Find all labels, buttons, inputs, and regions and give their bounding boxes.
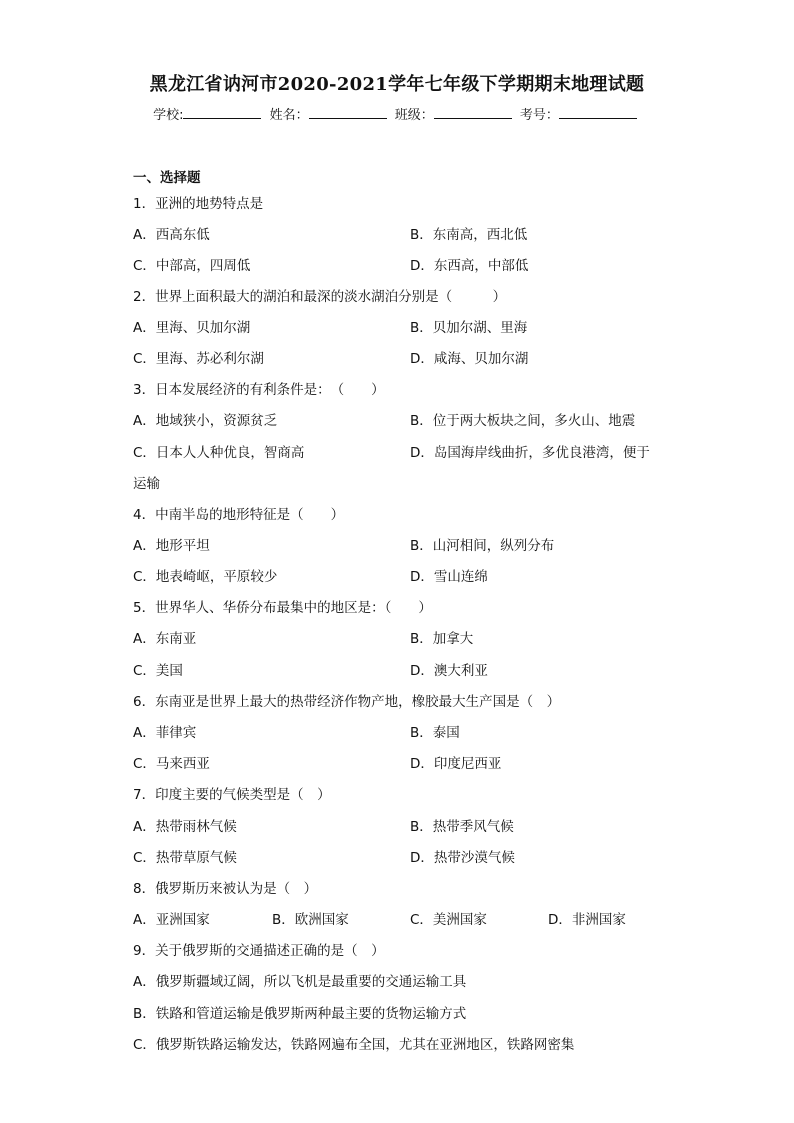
name-blank[interactable] [309, 106, 387, 119]
q2-option-d: D．咸海、贝加尔湖 [410, 351, 529, 367]
question-4-stem: 4．中南半岛的地形特征是（ ） [133, 507, 345, 523]
q3-option-d-continued: 运输 [133, 476, 160, 492]
name-label: 姓名： [269, 108, 309, 123]
student-info-line [0, 104, 794, 123]
q8-option-a: A．亚洲国家 [133, 912, 210, 928]
q2-option-a: A．里海、贝加尔湖 [133, 320, 251, 336]
q3-option-a: A．地域狭小，资源贫乏 [133, 413, 278, 429]
q1-option-b: B．东南高，西北低 [410, 227, 528, 243]
q9-option-c: C．俄罗斯铁路运输发达，铁路网遍布全国，尤其在亚洲地区，铁路网密集 [133, 1037, 575, 1053]
school-label: 学校: [153, 108, 184, 123]
q4-option-d: D．雪山连绵 [410, 569, 488, 585]
question-7-stem: 7．印度主要的气候类型是（ ） [133, 787, 331, 803]
q1-option-a: A．西高东低 [133, 227, 210, 243]
q9-option-b: B．铁路和管道运输是俄罗斯两种最主要的货物运输方式 [133, 1006, 467, 1022]
q8-option-b: B．欧洲国家 [272, 912, 349, 928]
q2-option-b: B．贝加尔湖、里海 [410, 320, 528, 336]
number-label: 考号： [519, 108, 559, 123]
number-blank[interactable] [559, 106, 637, 119]
q6-option-a: A．菲律宾 [133, 725, 197, 741]
q7-option-b: B．热带季风气候 [410, 819, 514, 835]
q8-option-c: C．美洲国家 [410, 912, 487, 928]
q6-option-c: C．马来西亚 [133, 756, 210, 772]
q9-option-a: A．俄罗斯疆域辽阔，所以飞机是最重要的交通运输工具 [133, 974, 467, 990]
section-heading: 一、选择题 [133, 170, 201, 186]
q5-option-b: B．加拿大 [410, 631, 474, 647]
q3-option-d: D．岛国海岸线曲折，多优良港湾，便于 [410, 445, 650, 461]
question-8-stem: 8．俄罗斯历来被认为是（ ） [133, 881, 318, 897]
q7-option-c: C．热带草原气候 [133, 850, 237, 866]
q4-option-b: B．山河相间，纵列分布 [410, 538, 555, 554]
class-blank[interactable] [434, 106, 512, 119]
class-label: 班级： [394, 108, 434, 123]
q3-option-c: C．日本人人种优良，智商高 [133, 445, 305, 461]
question-6-stem: 6．东南亚是世界上最大的热带经济作物产地，橡胶最大生产国是（ ） [133, 694, 561, 710]
question-9-stem: 9．关于俄罗斯的交通描述正确的是（ ） [133, 943, 385, 959]
q2-option-c: C．里海、苏必利尔湖 [133, 351, 264, 367]
q4-option-a: A．地形平坦 [133, 538, 210, 554]
q6-option-b: B．泰国 [410, 725, 460, 741]
q4-option-c: C．地表崎岖，平原较少 [133, 569, 278, 585]
q6-option-d: D．印度尼西亚 [410, 756, 502, 772]
question-1-stem: 1．亚洲的地势特点是 [133, 196, 264, 212]
q7-option-a: A．热带雨林气候 [133, 819, 237, 835]
q5-option-c: C．美国 [133, 663, 183, 679]
question-5-stem: 5．世界华人、华侨分布最集中的地区是：（ ） [133, 600, 432, 616]
q5-option-a: A．东南亚 [133, 631, 197, 647]
question-2-stem: 2．世界上面积最大的湖泊和最深的淡水湖泊分别是（ ） [133, 289, 507, 305]
question-3-stem: 3．日本发展经济的有利条件是： （ ） [133, 382, 385, 398]
q5-option-d: D．澳大利亚 [410, 663, 488, 679]
q3-option-b: B．位于两大板块之间，多火山、地震 [410, 413, 636, 429]
q1-option-c: C．中部高，四周低 [133, 258, 251, 274]
q8-option-d: D．非洲国家 [548, 912, 626, 928]
q1-option-d: D．东西高，中部低 [410, 258, 529, 274]
document-title: 黑龙江省讷河市2020-2021学年七年级下学期期末地理试题 [149, 74, 645, 95]
q7-option-d: D．热带沙漠气候 [410, 850, 515, 866]
school-blank[interactable] [183, 106, 261, 119]
